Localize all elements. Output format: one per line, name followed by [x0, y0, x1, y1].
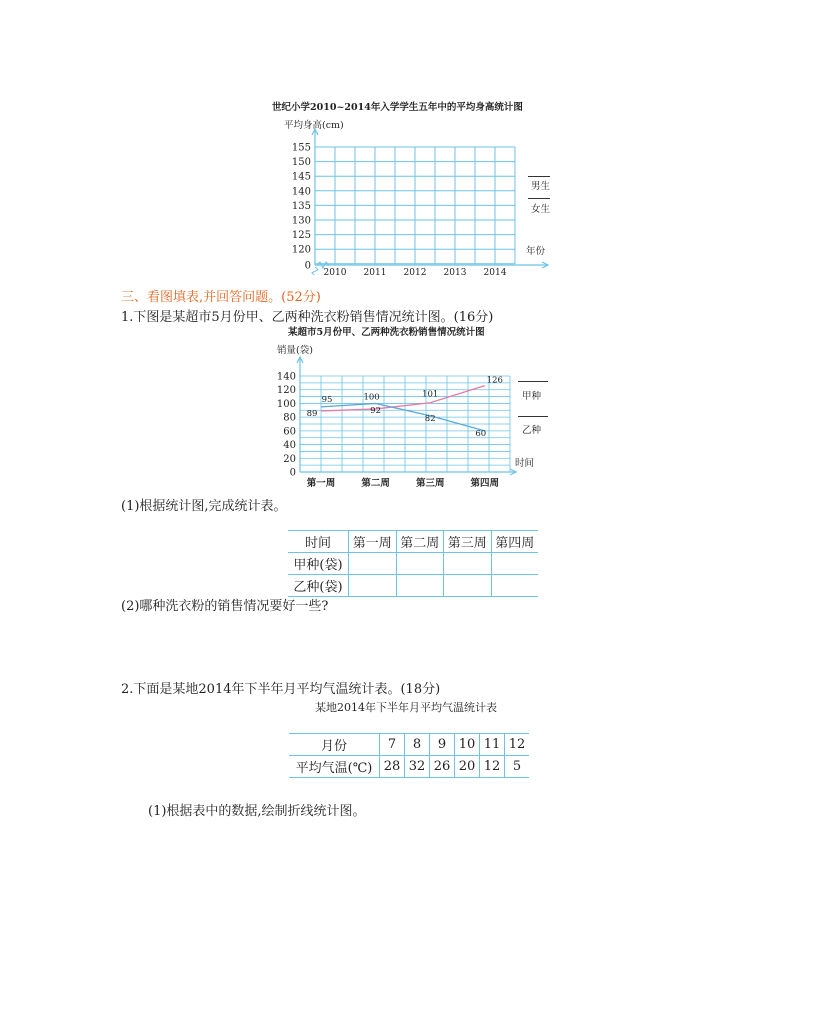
y-tick-label: 140: [276, 371, 296, 383]
header-week3: 第三周: [444, 531, 492, 553]
data-label: 60: [475, 428, 487, 439]
table-row: [288, 575, 538, 597]
y-tick-label: 60: [283, 426, 296, 438]
month-cell: 11: [480, 734, 505, 756]
temperature-cell: 20: [455, 756, 480, 778]
month-cell: 9: [430, 734, 455, 756]
section-heading: 三、看图填表,并回答问题。(52分): [121, 290, 321, 305]
chart1-grid: [312, 129, 551, 275]
legend-yi-line: [518, 416, 548, 417]
header-week1: 第一周: [349, 531, 397, 553]
legend-male-line: [528, 176, 550, 177]
x-tick-label: 2012: [403, 268, 427, 275]
x-tick-label: 第四周: [470, 478, 500, 489]
temperature-cell: 5: [505, 756, 530, 778]
cell-yi-week4[interactable]: [491, 575, 538, 597]
y-tick-label: 120: [276, 385, 296, 397]
y-tick-label: 100: [276, 398, 296, 410]
data-label: 101: [422, 389, 439, 400]
month-cell: 7: [380, 734, 405, 756]
data-label: 82: [424, 413, 436, 424]
y-tick-label: 140: [291, 186, 311, 198]
table-row: [288, 531, 538, 553]
y-tick-label: 135: [291, 200, 311, 212]
table-row: [289, 734, 529, 756]
chart2-y-ticks: [277, 372, 296, 479]
table-row: [288, 553, 538, 575]
chart1-title: 世纪小学2010~2014年入学学生五年中的平均身高统计图: [272, 102, 523, 113]
legend-female: 女生: [531, 204, 551, 215]
data-label: 100: [363, 392, 380, 403]
cell-yi-week3[interactable]: [444, 575, 492, 597]
data-label: 92: [370, 405, 382, 416]
chart1-y-ticks: [292, 143, 311, 272]
chart2-ylabel: 销量(袋): [277, 345, 313, 356]
legend-jia-line: [518, 381, 548, 382]
chart2-grid: [297, 357, 516, 475]
question-1-sub1: (1)根据统计图,完成统计表。: [121, 499, 287, 514]
table2-title: 某地2014年下半年月平均气温统计表: [315, 701, 497, 714]
legend-female-line: [528, 198, 550, 199]
y-tick-label: 20: [283, 453, 296, 465]
x-tick-label: 第三周: [415, 478, 445, 489]
x-tick-label: 第一周: [306, 478, 336, 489]
x-tick-label: 2014: [483, 268, 507, 275]
legend-male: 男生: [531, 181, 551, 192]
header-time: 时间: [304, 536, 331, 551]
axis-break-y: [312, 267, 318, 275]
month-cell: 12: [505, 734, 530, 756]
y-tick-label: 0: [304, 260, 311, 272]
question-1-text: 1.下图是某超市5月份甲、乙两种洗衣粉销售情况统计图。(16分): [121, 310, 494, 325]
y-tick-label: 120: [291, 244, 311, 256]
x-tick-label: 2011: [363, 268, 387, 275]
chart2-xlabel: 时间: [515, 458, 535, 469]
cell-jia-week3[interactable]: [444, 553, 492, 575]
month-header: 月份: [320, 739, 347, 754]
y-tick-label: 130: [291, 215, 311, 227]
month-cell: 8: [405, 734, 430, 756]
chart1-svg: [280, 125, 560, 275]
question-2-sub1: (1)根据表中的数据,绘制折线统计图。: [148, 804, 366, 819]
x-tick-label: 2013: [443, 268, 467, 275]
chart1-x-ticks: [324, 268, 507, 275]
temperature-cell: 28: [380, 756, 405, 778]
legend-jia: 甲种: [522, 391, 542, 402]
row-label-jia: 甲种(袋): [293, 558, 343, 573]
y-tick-label: 80: [283, 412, 296, 424]
table-row: [289, 756, 529, 778]
question-2-text: 2.下面是某地2014年下半年月平均气温统计表。(18分): [121, 682, 441, 697]
cell-jia-week4[interactable]: [491, 553, 538, 575]
chart2-x-ticks: [307, 477, 499, 489]
data-label: 89: [306, 408, 318, 419]
chart1-ylabel: 平均身高(cm): [284, 120, 344, 131]
question-1-sub2: (2)哪种洗衣粉的销售情况要好一些?: [121, 599, 329, 614]
temperature-cell: 12: [480, 756, 505, 778]
y-tick-label: 40: [283, 440, 296, 452]
temperature-header: 平均气温(℃): [295, 761, 373, 776]
cell-yi-week1[interactable]: [349, 575, 397, 597]
temperature-cell: 32: [405, 756, 430, 778]
data-label: 95: [321, 394, 333, 405]
y-tick-label: 125: [291, 230, 311, 242]
month-cell: 10: [455, 734, 480, 756]
data-label: 126: [486, 375, 503, 386]
temperature-table: [289, 733, 529, 778]
y-tick-label: 150: [291, 157, 311, 169]
cell-yi-week2[interactable]: [396, 575, 444, 597]
x-tick-label: 第二周: [361, 478, 390, 489]
header-week2: 第二周: [396, 531, 444, 553]
chart2-title: 某超市5月份甲、乙两种洗衣粉销售情况统计图: [288, 327, 485, 338]
row-label-yi: 乙种(袋): [293, 580, 343, 595]
cell-jia-week1[interactable]: [349, 553, 397, 575]
cell-jia-week2[interactable]: [396, 553, 444, 575]
header-week4: 第四周: [491, 531, 538, 553]
y-tick-label: 155: [291, 142, 311, 154]
x-tick-label: 2010: [323, 268, 347, 275]
sales-table: [288, 530, 538, 597]
y-tick-label: 0: [289, 467, 296, 479]
temperature-cell: 26: [430, 756, 455, 778]
legend-yi: 乙种: [522, 425, 542, 436]
chart1-xlabel: 年份: [526, 246, 546, 257]
y-tick-label: 145: [291, 171, 311, 183]
